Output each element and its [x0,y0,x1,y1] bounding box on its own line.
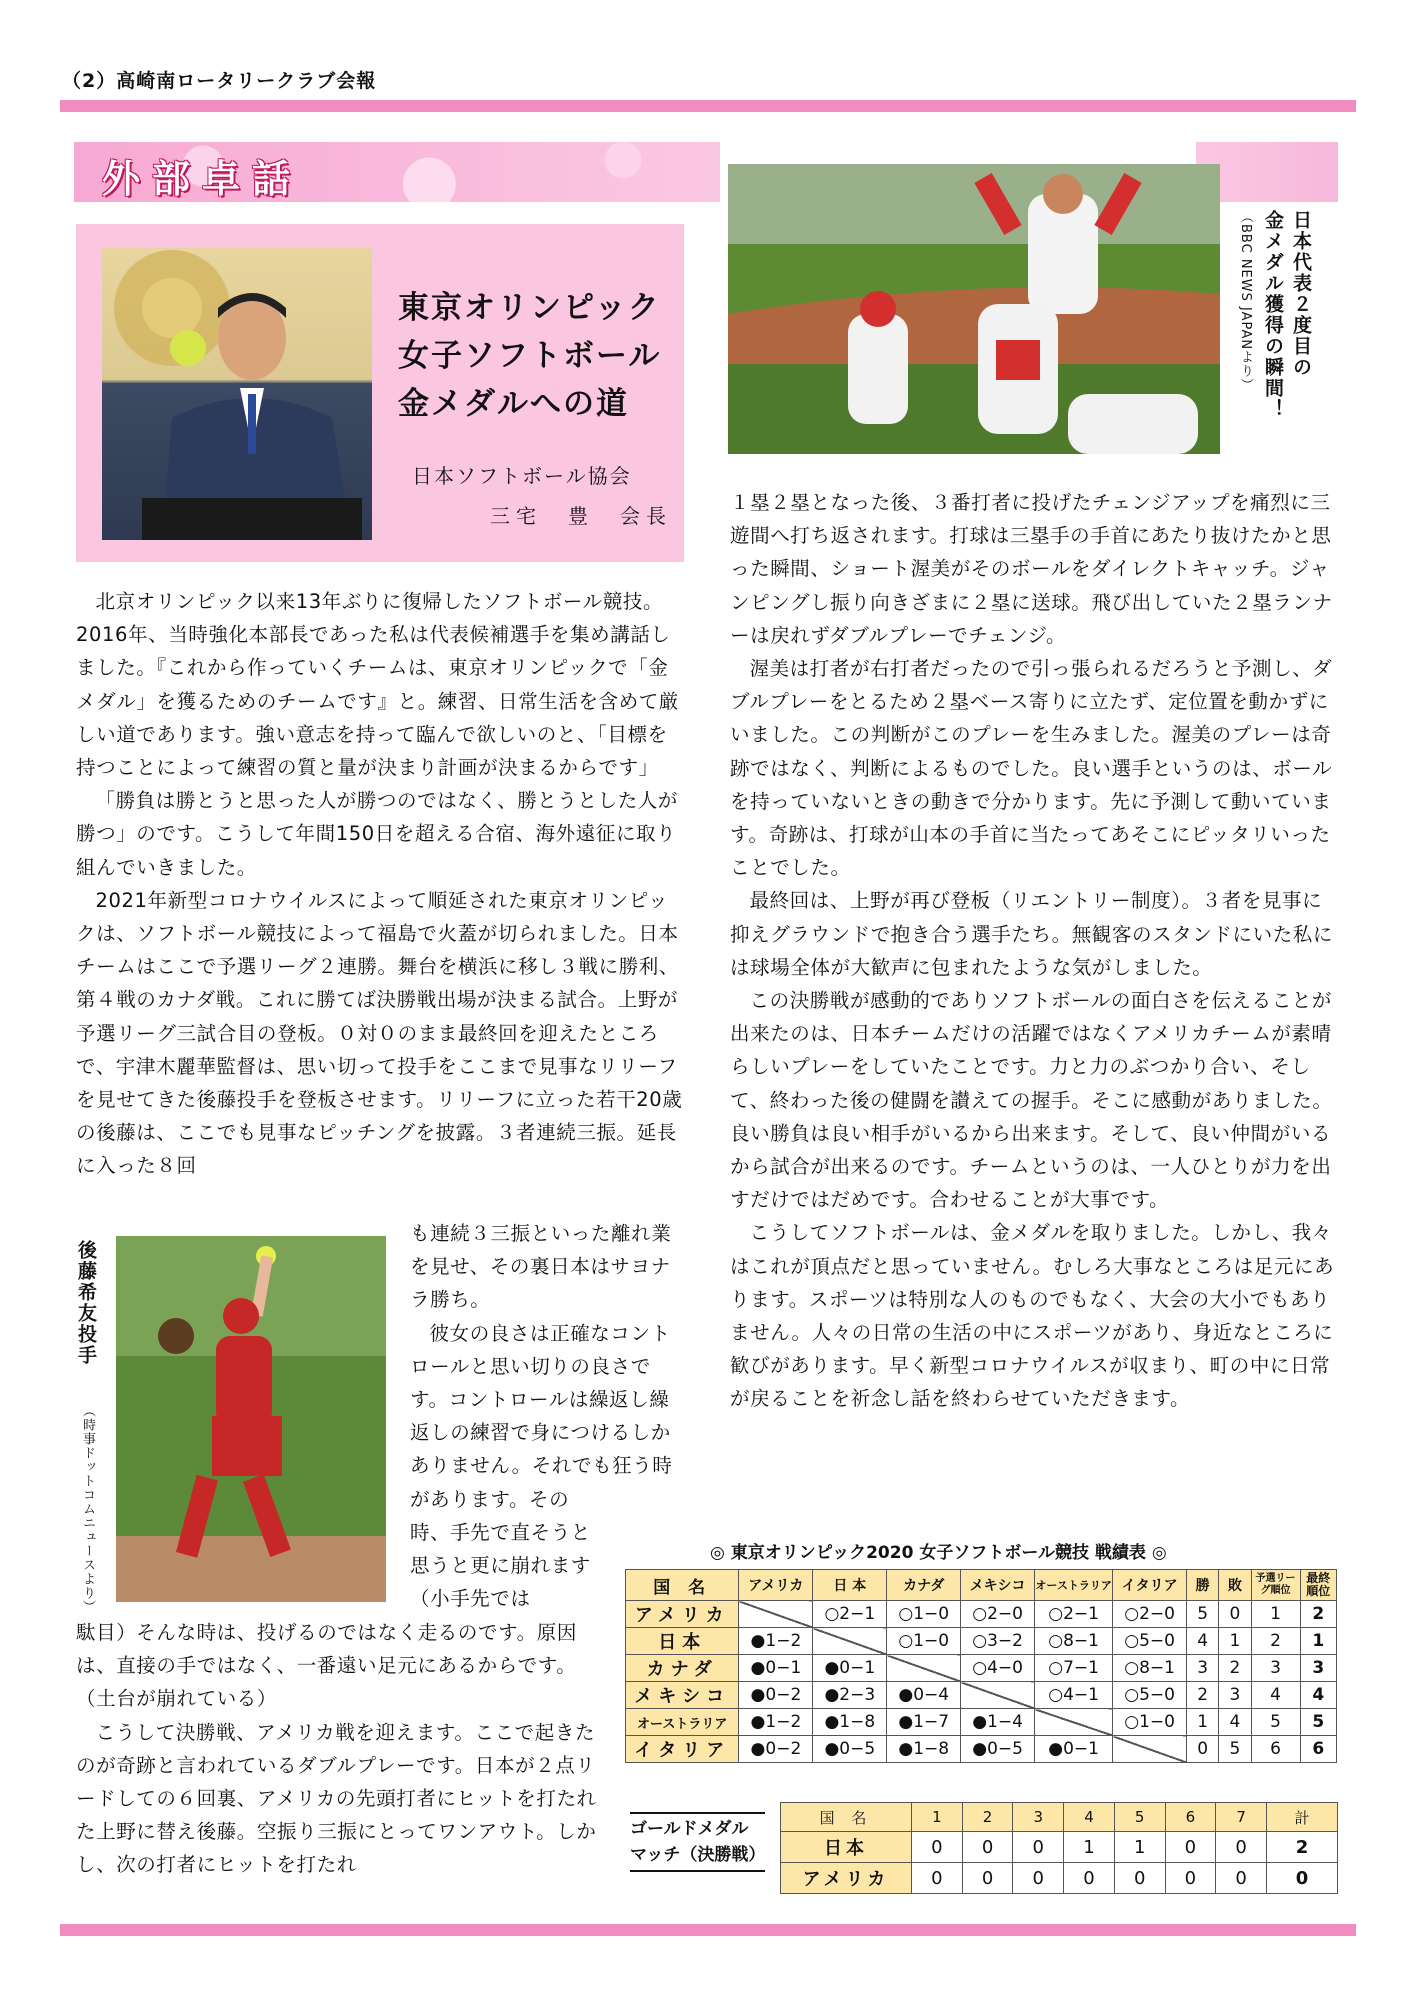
results-header: カナダ [887,1570,961,1601]
article-paragraph: こうしてソフトボールは、金メダルを取りました。しかし、我々はこれが頂点だと思っていません。むしろ大事なところは足元にあります。スポーツは特別な人のものでもなく、大会の大小でもありません。人々の日常の生活の中にスポーツがあり、身近なところに歓びがあります。早く新型コロナウイルスが収まり、町の中に日常が戻ることを祈念し話を終わらせていただきます。 [730,1221,1335,1411]
results-team: アメリカ [626,1601,739,1628]
article-paragraph: 2021年新型コロナウイルスによって順延された東京オリンピックは、ソフトボール競技によって福島で火蓋が切られました。日本チームはここで予選リーグ２連勝。舞台を横浜に移し３戦に勝利、第４戦のカナダ戦。これに勝てば決勝戦出場が決まる試合。上野が予選リーグ三試合目の登板。０対０のまま最終回を迎えたところで、宇津木麗華監督は、思い切って投手をここまで見事なリリーフを見せてきた後藤投手を登板させます。リリーフに立った若干20歳の後藤は、ここでも見事なピッチングを披露。３者連続三振。延長に入った８回 [76,888,683,1178]
gold-match-header: 3 [1013,1803,1064,1832]
results-w: 2 [1187,1682,1219,1709]
results-l: 3 [1219,1682,1251,1709]
gold-match-total: 0 [1267,1863,1338,1894]
results-row [626,1682,1337,1709]
results-final: 3 [1300,1655,1337,1682]
gold-match-header: 1 [912,1803,963,1832]
results-row [626,1655,1337,1682]
results-row [626,1736,1337,1763]
gold-match-inning: 0 [912,1832,963,1863]
article-paragraph: も連続３三振といった離れ業を見せ、その裏日本はサヨナラ勝ち。 [410,1222,672,1312]
results-cell: ○2−0 [961,1601,1035,1628]
results-diagonal [739,1601,813,1628]
results-header: 敗 [1219,1570,1251,1601]
results-prelim: 2 [1251,1628,1300,1655]
lead-title-line: 金メダルへの道 [398,386,629,422]
results-cell: ○3−2 [961,1628,1035,1655]
gold-match-header: 6 [1165,1803,1216,1832]
results-w: 1 [1187,1709,1219,1736]
results-w: 4 [1187,1628,1219,1655]
results-team: カナダ [626,1655,739,1682]
gold-match-inning: 0 [962,1863,1013,1894]
results-cell: ○2−1 [1035,1601,1113,1628]
results-diagonal [813,1628,887,1655]
article-paragraph: 「勝負は勝とうと思った人が勝つのではなく、勝とうとした人が勝つ」のです。こうして年間150日を超える合宿、海外遠征に取り組んでいきました。 [76,789,679,879]
section-title: 外部卓話 [102,156,303,201]
section-banner [74,142,720,202]
article-paragraph: こうして決勝戦、アメリカ戦を迎えます。ここで起きたのが奇跡と言われているダブルプレーです。日本が２点リードしての６回裏、アメリカの先頭打者にヒットを打たれた上野に替え後藤。空振り三振にとってワンアウト。しかし、次の打者にヒットを打たれ [76,1720,597,1877]
lead-title-line: 女子ソフトボール [398,338,662,374]
results-title [710,1538,1167,1563]
gold-match-header: 国 名 [781,1803,912,1832]
results-cell: ●2−3 [813,1682,887,1709]
speaker-name: 三宅 豊 会長 [490,504,672,528]
gold-match-label [630,1812,765,1872]
article-paragraph: 時、手先で直そうと思うと更に崩れます（小手先では [410,1521,591,1611]
results-header: オーストラリア [1035,1570,1113,1601]
gold-match-label-line: ゴールドメダル [630,1819,749,1839]
results-row [626,1709,1337,1736]
lead-box [76,224,684,562]
newsletter-header: （2）高崎南ロータリークラブ会報 [62,70,377,92]
article-paragraph: 北京オリンピック以来13年ぶりに復帰したソフトボール競技。2016年、当時強化本部長であった私は代表候補選手を集め講話しました。『これから作っていくチームは、東京オリンピックで「金メダル」を獲るためのチームです』と。練習、日常生活を含めて厳しい道であります。強い意志を持って臨んで欲しいのと、「目標を持つことによって練習の質と量が決まり計画が決まるからです」 [76,590,680,780]
article-left-column [76,585,684,1183]
results-header: 予選リーグ順位 [1251,1570,1300,1601]
speaker-photo [102,248,372,540]
results-team: 日本 [626,1628,739,1655]
gold-match-inning: 0 [962,1832,1013,1863]
photo-caption-line1: 日本代表２度目の [1290,210,1312,378]
gold-match-label-line: マッチ（決勝戦） [630,1845,766,1865]
results-team: オーストラリア [626,1709,739,1736]
speaker-organization: 日本ソフトボール協会 [412,464,632,488]
gold-match-table [780,1802,1338,1894]
results-l: 2 [1219,1655,1251,1682]
article-paragraph: この決勝戦が感動的でありソフトボールの面白さを伝えることが出来たのは、日本チームだけの活躍ではなくアメリカチームが素晴らしいプレーをしていたことです。力と力のぶつかり合い、そして、終わった後の健闘を讃えての握手。そこに感動がありました。良い勝負は良い相手がいるから出来ます。そして、良い仲間がいるから試合が出来るのです。チームというのは、一人ひとりが力を出すだけではだめです。合わせることが大事です。 [730,989,1333,1212]
results-diagonal [1113,1736,1187,1763]
gold-match-inning: 1 [1064,1832,1115,1863]
results-cell: ○7−1 [1035,1655,1113,1682]
pitcher-photo [116,1236,386,1602]
article-left-narrower [410,1516,606,1616]
results-cell: ○1−0 [1113,1709,1187,1736]
pitcher-caption-source: （時事ドットコムニュースより） [80,1404,95,1614]
gold-match-inning: 0 [1216,1863,1267,1894]
results-cell: ○1−0 [887,1601,961,1628]
results-row [626,1628,1337,1655]
results-cell: ●1−8 [813,1709,887,1736]
results-final: 4 [1300,1682,1337,1709]
results-header: 国 名 [626,1570,739,1601]
gold-match-inning: 0 [1165,1863,1216,1894]
results-cell: ●0−4 [887,1682,961,1709]
results-prelim: 3 [1251,1655,1300,1682]
gold-match-inning: 0 [1165,1832,1216,1863]
results-cell: ○8−1 [1113,1655,1187,1682]
gold-match-inning: 0 [1013,1863,1064,1894]
results-row [626,1601,1337,1628]
gold-match-inning: 1 [1114,1832,1165,1863]
results-cell: ●0−1 [739,1655,813,1682]
gold-match-team: アメリカ [781,1863,912,1894]
results-cell: ●1−2 [739,1709,813,1736]
gold-match-header: 4 [1064,1803,1115,1832]
results-cell: ●1−8 [887,1736,961,1763]
results-diagonal [1035,1709,1113,1736]
gold-match-inning: 0 [912,1863,963,1894]
article-paragraph: 渥美は打者が右打者だったので引っ張られるだろうと予測し、ダブルプレーをとるため２塁ベース寄りに立たず、定位置を動かずにいました。この判断がこのプレーを生みました。渥美のプレーは奇跡ではなく、判断によるものでした。良い選手というのは、ボールを持っていないときの動きで分かります。先に予測して動いています。奇跡は、打球が山本の手首に当たってあそこにピッタリいったことでした。 [730,657,1333,880]
results-cell: ○1−0 [887,1628,961,1655]
results-cell: ○5−0 [1113,1682,1187,1709]
lead-title-line: 東京オリンピック [398,290,661,326]
article-right-column [730,486,1338,1416]
gold-match-total: 2 [1267,1832,1338,1863]
results-l: 0 [1219,1601,1251,1628]
gold-match-row [781,1832,1338,1863]
results-prelim: 1 [1251,1601,1300,1628]
gold-match-inning: 0 [1114,1863,1165,1894]
article-left-narrow [410,1217,686,1516]
results-cell: ○4−1 [1035,1682,1113,1709]
circle-icon: ◎ [710,1543,731,1563]
results-cell: ●1−4 [961,1709,1035,1736]
top-divider [60,100,1356,112]
results-header-row [626,1570,1337,1601]
results-prelim: 6 [1251,1736,1300,1763]
pitcher-caption: 後藤希友投手 [75,1240,97,1366]
results-w: 0 [1187,1736,1219,1763]
results-cell: ●1−7 [887,1709,961,1736]
results-diagonal [887,1655,961,1682]
results-final: 1 [1300,1628,1337,1655]
results-l: 1 [1219,1628,1251,1655]
gold-match-inning: 0 [1064,1863,1115,1894]
results-header: イタリア [1113,1570,1187,1601]
gold-match-team: 日本 [781,1832,912,1863]
results-final: 5 [1300,1709,1337,1736]
article-paragraph: １塁２塁となった後、３番打者に投げたチェンジアップを痛烈に三遊間へ打ち返されます。打球は三塁手の手首にあたり抜けたかと思った瞬間、ショート渥美がそのボールをダイレクトキャッチ。ジャンピングし振り向きざまに２塁に送球。飛び出していた２塁ランナーは戻れずダブルプレーでチェンジ。 [730,491,1333,647]
results-header: 最終順位 [1300,1570,1337,1601]
photo-caption-source: （BBC NEWS JAPANより） [1238,210,1253,393]
results-cell: ○2−1 [813,1601,887,1628]
results-team: メキシコ [626,1682,739,1709]
gold-match-inning: 0 [1216,1832,1267,1863]
article-left-bottom [76,1616,606,1882]
results-cell: ●0−1 [1035,1736,1113,1763]
results-cell: ●0−2 [739,1736,813,1763]
circle-icon: ◎ [1145,1543,1167,1563]
results-w: 3 [1187,1655,1219,1682]
gold-medal-photo [728,164,1220,454]
results-diagonal [961,1682,1035,1709]
results-cell: ○2−0 [1113,1601,1187,1628]
gold-match-header: 7 [1216,1803,1267,1832]
results-w: 5 [1187,1601,1219,1628]
photo-caption-line2: 金メダル獲得の瞬間！ [1262,210,1284,420]
gold-match-header: 計 [1267,1803,1338,1832]
results-cell: ●0−1 [813,1655,887,1682]
results-cell: ●0−5 [961,1736,1035,1763]
article-paragraph: 駄目）そんな時は、投げるのではなく走るのです。原因は、直接の手ではなく、一番遠い足元にあるからです。（土台が崩れている） [76,1621,577,1711]
results-title-text: 東京オリンピック2020 女子ソフトボール競技 戦績表 [730,1543,1146,1563]
results-header: 日 本 [813,1570,887,1601]
results-header: アメリカ [739,1570,813,1601]
article-paragraph: 彼女の良さは正確なコントロールと思い切りの良さです。コントロールは繰返し繰返しの練習で身につけるしかありません。それでも狂う時があります。その [410,1321,673,1511]
article-paragraph: 最終回は、上野が再び登板（リエントリー制度）。３者を見事に抑えグラウンドで抱き合う選手たち。無観客のスタンドにいた私には球場全体が大歓声に包まれたような気がしました。 [730,889,1334,979]
lead-title [398,284,661,428]
results-cell: ●1−2 [739,1628,813,1655]
results-cell: ○4−0 [961,1655,1035,1682]
results-table [625,1569,1337,1763]
results-cell: ○5−0 [1113,1628,1187,1655]
gold-match-row [781,1863,1338,1894]
results-header: メキシコ [961,1570,1035,1601]
results-prelim: 4 [1251,1682,1300,1709]
gold-match-header: 2 [962,1803,1013,1832]
results-header: 勝 [1187,1570,1219,1601]
gold-match-inning: 0 [1013,1832,1064,1863]
results-cell: ○8−1 [1035,1628,1113,1655]
gold-match-header-row [781,1803,1338,1832]
results-l: 5 [1219,1736,1251,1763]
gold-match-header: 5 [1114,1803,1165,1832]
results-l: 4 [1219,1709,1251,1736]
results-cell: ●0−5 [813,1736,887,1763]
results-team: イタリア [626,1736,739,1763]
results-final: 2 [1300,1601,1337,1628]
results-cell: ●0−2 [739,1682,813,1709]
bottom-divider [60,1924,1356,1936]
results-final: 6 [1300,1736,1337,1763]
results-prelim: 5 [1251,1709,1300,1736]
